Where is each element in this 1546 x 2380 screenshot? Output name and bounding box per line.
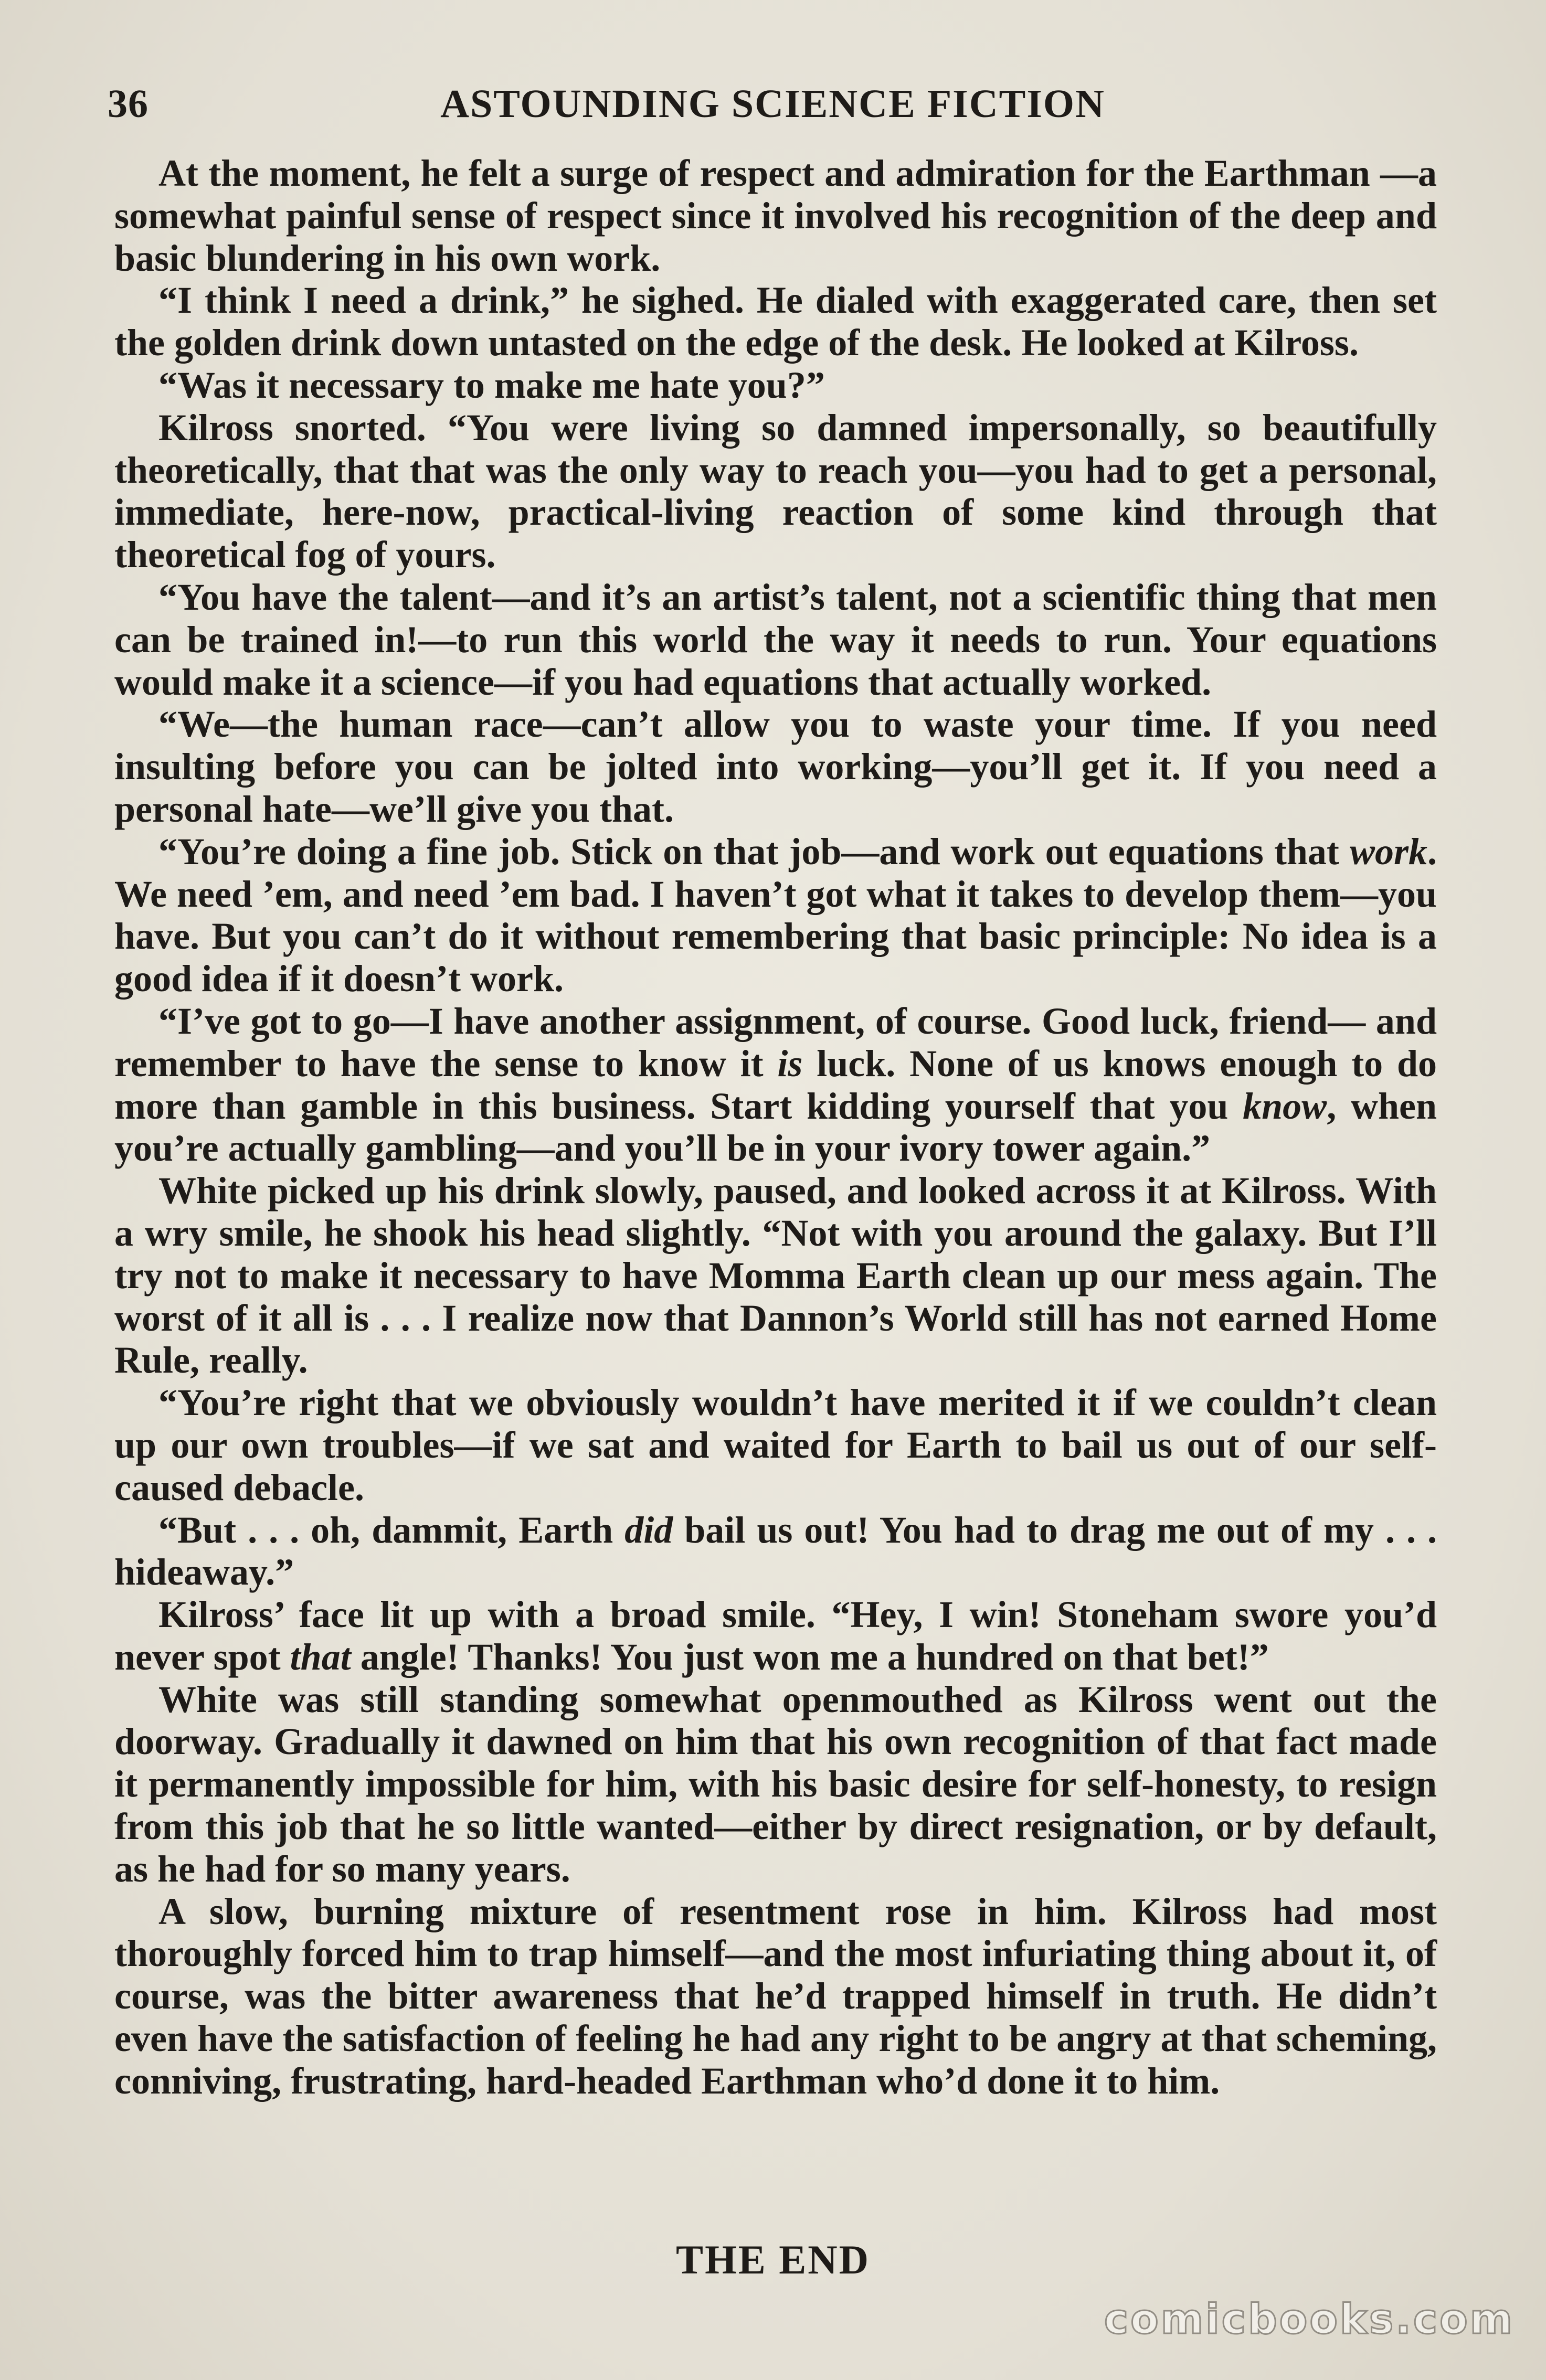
italic-text: work — [1349, 830, 1427, 873]
italic-text: did — [624, 1508, 673, 1551]
story-paragraph — [114, 152, 1437, 279]
story-paragraph — [114, 1593, 1437, 1678]
text-run: . We need ’em, and need ’em bad. I haven’t got what it takes to develop them—you have. But you can’t do it without remembering that basic principle: No idea is a good idea if it doesn’t work. — [114, 830, 1437, 1000]
text-run: White picked up his drink slowly, paused, and looked across it at Kilross. With a wry smile, he shook his head slightly. “Not with you around the galaxy. But I’ll try not to make it necessary to have Momma Earth clean up our mess again. The worst of it all is . . . I realize now that Dannon’s World still has not earned Home Rule, really. — [114, 1170, 1437, 1382]
text-run: “You’re doing a fine job. Stick on that job—and work out equations that — [158, 830, 1350, 873]
text-run: “You have the talent—and it’s an artist’s talent, not a scientific thing that men can be trained in!—to run this world the way it needs to run. Your equations would make it a science—if you had equations that actually worked. — [114, 576, 1437, 703]
the-end-label: THE END — [676, 2237, 870, 2282]
site-watermark: comicbooks.com — [1104, 2296, 1515, 2343]
story-text — [114, 152, 1437, 2102]
story-paragraph — [114, 1382, 1437, 1508]
text-run: bail us out! You had to drag me out of my . . . hideaway.” — [114, 1508, 1437, 1593]
story-paragraph — [114, 1678, 1437, 1890]
italic-text: know — [1243, 1085, 1327, 1127]
story-paragraph — [114, 1509, 1437, 1594]
text-run: A slow, burning mixture of resentment rose in him. Kilross had most thoroughly forced him to trap himself—and the most infuriating thing about it, of course, was the bitter awareness that he’d trapped himself in truth. He didn’t even have the satisfaction of feeling he had any right to be angry at that scheming, conniving, frustrating, hard-headed Earthman who’d done it to him. — [114, 1890, 1437, 2102]
page-number: 36 — [108, 82, 149, 126]
text-run: White was still standing somewhat openmouthed as Kilross went out the doorway. Gradually it dawned on him that his own recognition of that fact made it permanently impossible for him, with his basic desire for self-honesty, to resign from this job that he so little wanted—either by direct resignation, or by default, as he had for so many years. — [114, 1678, 1437, 1890]
italic-text: is — [777, 1042, 803, 1085]
text-run: luck. None of us knows enough to do more than gamble in this business. Start kidding yourself that you — [114, 1042, 1437, 1127]
running-head: ASTOUNDING SCIENCE FICTION — [440, 82, 1105, 126]
text-run: “I’ve got to go—I have another assignment, of course. Good luck, friend— and remember to have the sense to know it — [114, 1000, 1437, 1085]
text-run: “We—the human race—can’t allow you to waste your time. If you need insulting before you can be jolted into working—you’ll get it. If you need a personal hate—we’ll give you that. — [114, 703, 1437, 830]
story-paragraph — [114, 576, 1437, 703]
story-paragraph — [114, 279, 1437, 364]
story-paragraph — [114, 364, 1437, 407]
story-paragraph — [114, 407, 1437, 576]
italic-text: that — [290, 1635, 351, 1678]
text-run: Kilross snorted. “You were living so damned impersonally, so beautifully theoretically, that that was the only way to reach you—you had to get a personal, immediate, here-now, practical-living reaction of some kind through that theoretical fog of yours. — [114, 406, 1437, 576]
text-run: “You’re right that we obviously wouldn’t have merited it if we couldn’t clean up our own troubles—if we sat and waited for Earth to bail us out of our self-caused debacle. — [114, 1382, 1437, 1508]
page-header — [108, 81, 1438, 139]
story-paragraph — [114, 1890, 1437, 2102]
text-run: angle! Thanks! You just won me a hundred on that bet!” — [351, 1635, 1269, 1678]
text-run: Kilross’ face lit up with a broad smile. “Hey, I win! Stoneham swore you’d never spot — [114, 1593, 1437, 1678]
text-run: , when you’re actually gambling—and you’ll be in your ivory tower again.” — [114, 1085, 1437, 1170]
text-run: “But . . . oh, dammit, Earth — [158, 1508, 625, 1551]
story-paragraph — [114, 1170, 1437, 1382]
story-paragraph — [114, 1000, 1437, 1170]
text-run: “Was it necessary to make me hate you?” — [158, 364, 825, 406]
text-run: At the moment, he felt a surge of respect and admiration for the Earthman —a somewhat painful sense of respect since it involved his recognition of the deep and basic blundering in his own work. — [114, 152, 1437, 279]
story-paragraph — [114, 703, 1437, 830]
text-run: “I think I need a drink,” he sighed. He dialed with exaggerated care, then set the golden drink down untasted on the edge of the desk. He looked at Kilross. — [114, 279, 1437, 364]
story-paragraph — [114, 831, 1437, 1000]
